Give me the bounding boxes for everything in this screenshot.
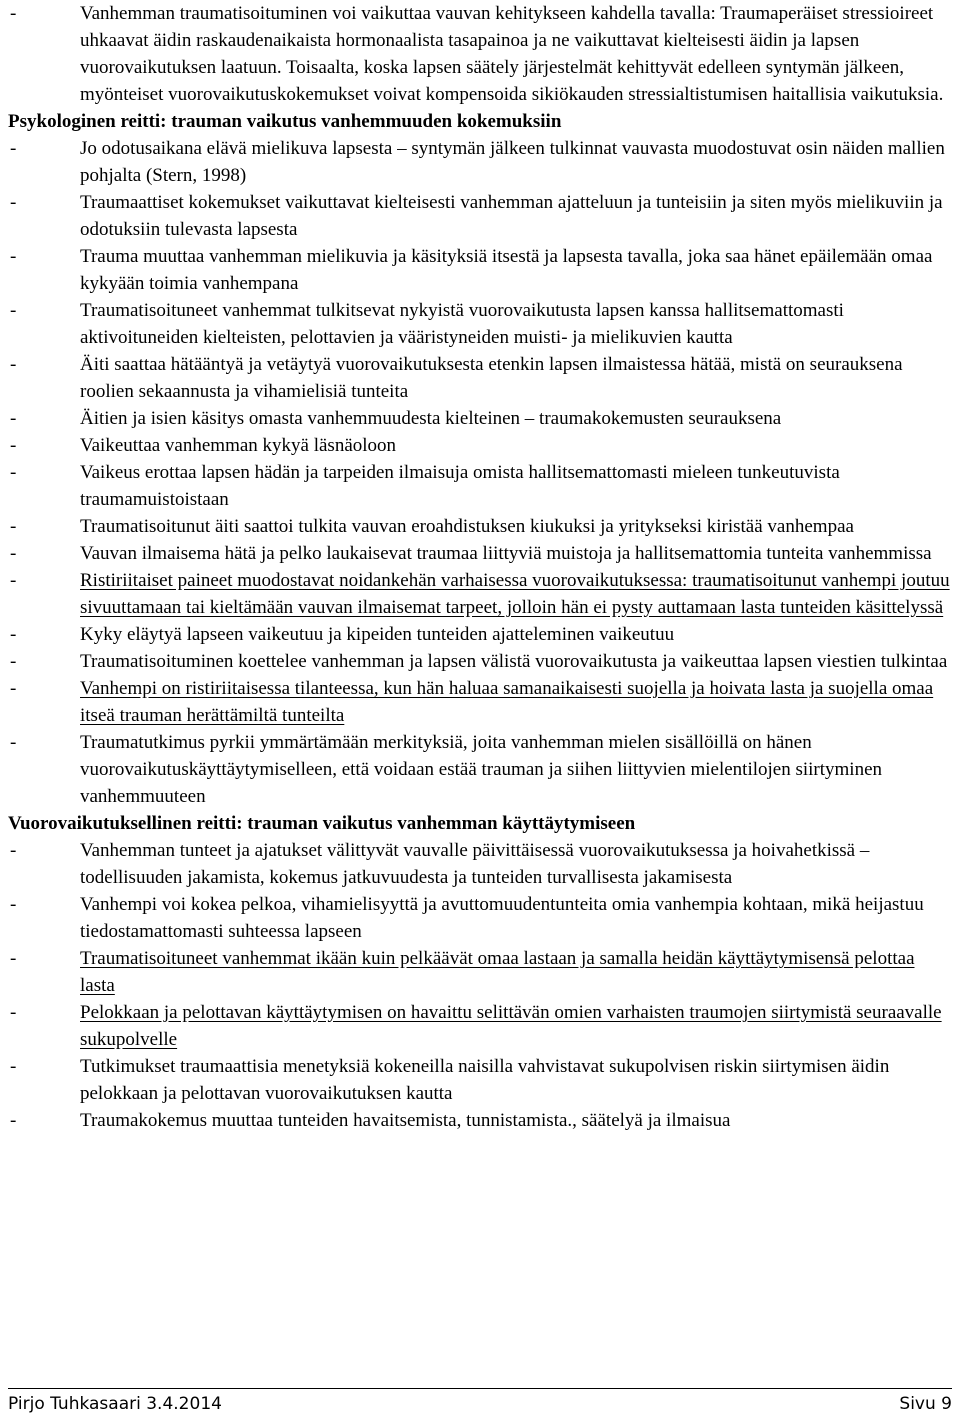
list-item-text: Traumakokemus muuttaa tunteiden havaitsemista, tunnistamista., säätelyä ja ilmaisua <box>80 1110 731 1131</box>
list-item <box>8 567 950 621</box>
list-item-text: Ristiriitaiset paineet muodostavat noidankehän varhaisessa vuorovaikutuksessa: traumatisoitunut vanhempi joutuu sivuuttamaan tai kieltämään vauvan ilmaisemat tarpeet, jolloin hän ei pysty auttamaan lasta tunteiden käsittelyssä <box>80 570 950 618</box>
list-item <box>8 1053 950 1107</box>
page-footer <box>8 1392 952 1416</box>
bullet-dash: - <box>10 516 17 537</box>
bullet-dash: - <box>10 1056 17 1077</box>
list-item <box>8 837 950 891</box>
list-item-text: Traumaattiset kokemukset vaikuttavat kielteisesti vanhemman ajatteluun ja tunteisiin ja siten myös mielikuviin ja odotuksiin tulevasta lapsesta <box>80 192 943 240</box>
bullet-dash: - <box>10 678 17 699</box>
list-item <box>8 432 950 459</box>
list-item <box>8 1107 950 1134</box>
list-item-text: Traumatisoituneet vanhemmat tulkitsevat nykyistä vuorovaikutusta lapsen kanssa hallitsemattomasti aktivoituneiden kielteisten, pelottavien ja vääristyneiden muisti- ja mielikuvien kautta <box>80 300 844 348</box>
list-item <box>8 351 950 405</box>
list-item-text: Äiti saattaa hätääntyä ja vetäytyä vuorovaikutuksesta etenkin lapsen ilmaistessa hätää, mistä on seurauksena roolien sekaannusta ja vihamielisiä tunteita <box>80 354 903 402</box>
bullet-dash: - <box>10 138 17 159</box>
list-item-text: Vauvan ilmaisema hätä ja pelko laukaisevat traumaa liittyviä muistoja ja hallitsemattomia tunteita vanhemmissa <box>80 543 932 564</box>
bullet-dash: - <box>10 1110 17 1131</box>
list-item <box>8 297 950 351</box>
bullet-dash: - <box>10 570 17 591</box>
section-heading-psychological: Psykologinen reitti: trauman vaikutus vanhemmuuden kokemuksiin <box>8 111 562 132</box>
list-item-text: Traumatisoituminen koettelee vanhemman ja lapsen välistä vuorovaikutusta ja vaikeuttaa lapsen viestien tulkintaa <box>80 651 948 672</box>
list-item <box>8 621 950 648</box>
bullet-dash: - <box>10 300 17 321</box>
list-item <box>8 540 950 567</box>
bullet-dash: - <box>10 732 17 753</box>
list-item-text: Vanhempi voi kokea pelkoa, vihamielisyyttä ja avuttomuudentunteita omia vanhempia kohtaan, mikä heijastuu tiedostamattomasti suhteessa lapseen <box>80 894 924 942</box>
intro-paragraph <box>8 0 950 108</box>
intro-text: Vanhemman traumatisoituminen voi vaikuttaa vauvan kehitykseen kahdella tavalla: Traumaperäiset stressioireet uhkaavat äidin raskaudenaikaista hormonaalista tasapainoa ja ne vaikuttavat kielteisesti äidin ja lapsen vuorovaikutuksen laatuun. Toisaalta, koska lapsen säätely järjestelmät kehittyvät edelleen syntymän jälkeen, myönteiset vuorovaikutuskokemukset voivat kompensoida sikiökauden stressialtistumisen haitallisia vaikutuksia. <box>80 3 944 105</box>
bullet-dash: - <box>10 948 17 969</box>
bullet-dash: - <box>10 246 17 267</box>
list-item-text: Pelokkaan ja pelottavan käyttäytymisen on havaittu selittävän omien varhaisten traumojen siirtymistä seuraavalle sukupolvelle <box>80 1002 942 1050</box>
list-item-text: Traumatisoitunut äiti saattoi tulkita vauvan eroahdistuksen kiukuksi ja yritykseksi kiristää vanhempaa <box>80 516 854 537</box>
list-item-text: Traumatutkimus pyrkii ymmärtämään merkityksiä, joita vanhemman mielen sisällöillä on hänen vuorovaikutuskäyttäytymiselleen, että voidaan estää trauman ja siihen liittyvien mielentilojen siirtyminen vanhemmuuteen <box>80 732 883 807</box>
list-item <box>8 405 950 432</box>
bullet-list-interaction <box>8 837 950 1134</box>
footer-page-number: Sivu 9 <box>899 1394 952 1414</box>
list-item <box>8 459 950 513</box>
list-item <box>8 675 950 729</box>
list-item-text: Äitien ja isien käsitys omasta vanhemmuudesta kielteinen – traumakokemusten seurauksena <box>80 408 782 429</box>
bullet-dash: - <box>10 3 17 24</box>
list-item-text: Kyky eläytyä lapseen vaikeutuu ja kipeiden tunteiden ajatteleminen vaikeutuu <box>80 624 675 645</box>
bullet-list-psychological <box>8 135 950 810</box>
list-item <box>8 891 950 945</box>
list-item <box>8 729 950 810</box>
list-item-text: Trauma muuttaa vanhemman mielikuvia ja käsityksiä itsestä ja lapsesta tavalla, joka saa hänet epäilemään omaa kykyään toimia vanhempana <box>80 246 933 294</box>
footer-divider <box>8 1388 952 1389</box>
bullet-dash: - <box>10 624 17 645</box>
bullet-dash: - <box>10 408 17 429</box>
list-item-text: Tutkimukset traumaattisia menetyksiä kokeneilla naisilla vahvistavat sukupolvisen riskin siirtymisen äidin pelokkaan ja pelottavan vuorovaikutuksen kautta <box>80 1056 890 1104</box>
list-item <box>8 513 950 540</box>
bullet-dash: - <box>10 543 17 564</box>
bullet-dash: - <box>10 462 17 483</box>
bullet-dash: - <box>10 894 17 915</box>
list-item-text: Vaikeuttaa vanhemman kykyä läsnäoloon <box>80 435 397 456</box>
document-body <box>8 0 950 1134</box>
list-item-text: Jo odotusaikana elävä mielikuva lapsesta – syntymän jälkeen tulkinnat vauvasta muodostuvat osin näiden mallien pohjalta (Stern, 1998) <box>80 138 945 186</box>
list-item <box>8 135 950 189</box>
bullet-dash: - <box>10 1002 17 1023</box>
bullet-dash: - <box>10 651 17 672</box>
bullet-dash: - <box>10 840 17 861</box>
list-item-text: Vanhemman tunteet ja ajatukset välittyvät vauvalle päivittäisessä vuorovaikutuksessa ja hoivahetkissä – todellisuuden jakamista, kokemus jatkuvuudesta ja tunteiden turvallisesta jakamisesta <box>80 840 870 888</box>
list-item <box>8 648 950 675</box>
section-heading-interaction: Vuorovaikutuksellinen reitti: trauman vaikutus vanhemman käyttäytymiseen <box>8 813 636 834</box>
list-item <box>8 189 950 243</box>
list-item-text: Traumatisoituneet vanhemmat ikään kuin pelkäävät omaa lastaan ja samalla heidän käyttäytymisensä pelottaa lasta <box>80 948 915 996</box>
list-item-text: Vaikeus erottaa lapsen hädän ja tarpeiden ilmaisuja omista hallitsemattomasti mieleen tunkeutuvista traumamuistoistaan <box>80 462 840 510</box>
list-item <box>8 999 950 1053</box>
list-item-text: Vanhempi on ristiriitaisessa tilanteessa, kun hän haluaa samanaikaisesti suojella ja hoivata lasta ja suojella omaa itseä trauman herättämiltä tunteilta <box>80 678 934 726</box>
footer-author-date: Pirjo Tuhkasaari 3.4.2014 <box>8 1394 222 1414</box>
bullet-dash: - <box>10 435 17 456</box>
list-item <box>8 243 950 297</box>
bullet-dash: - <box>10 354 17 375</box>
bullet-dash: - <box>10 192 17 213</box>
list-item <box>8 945 950 999</box>
